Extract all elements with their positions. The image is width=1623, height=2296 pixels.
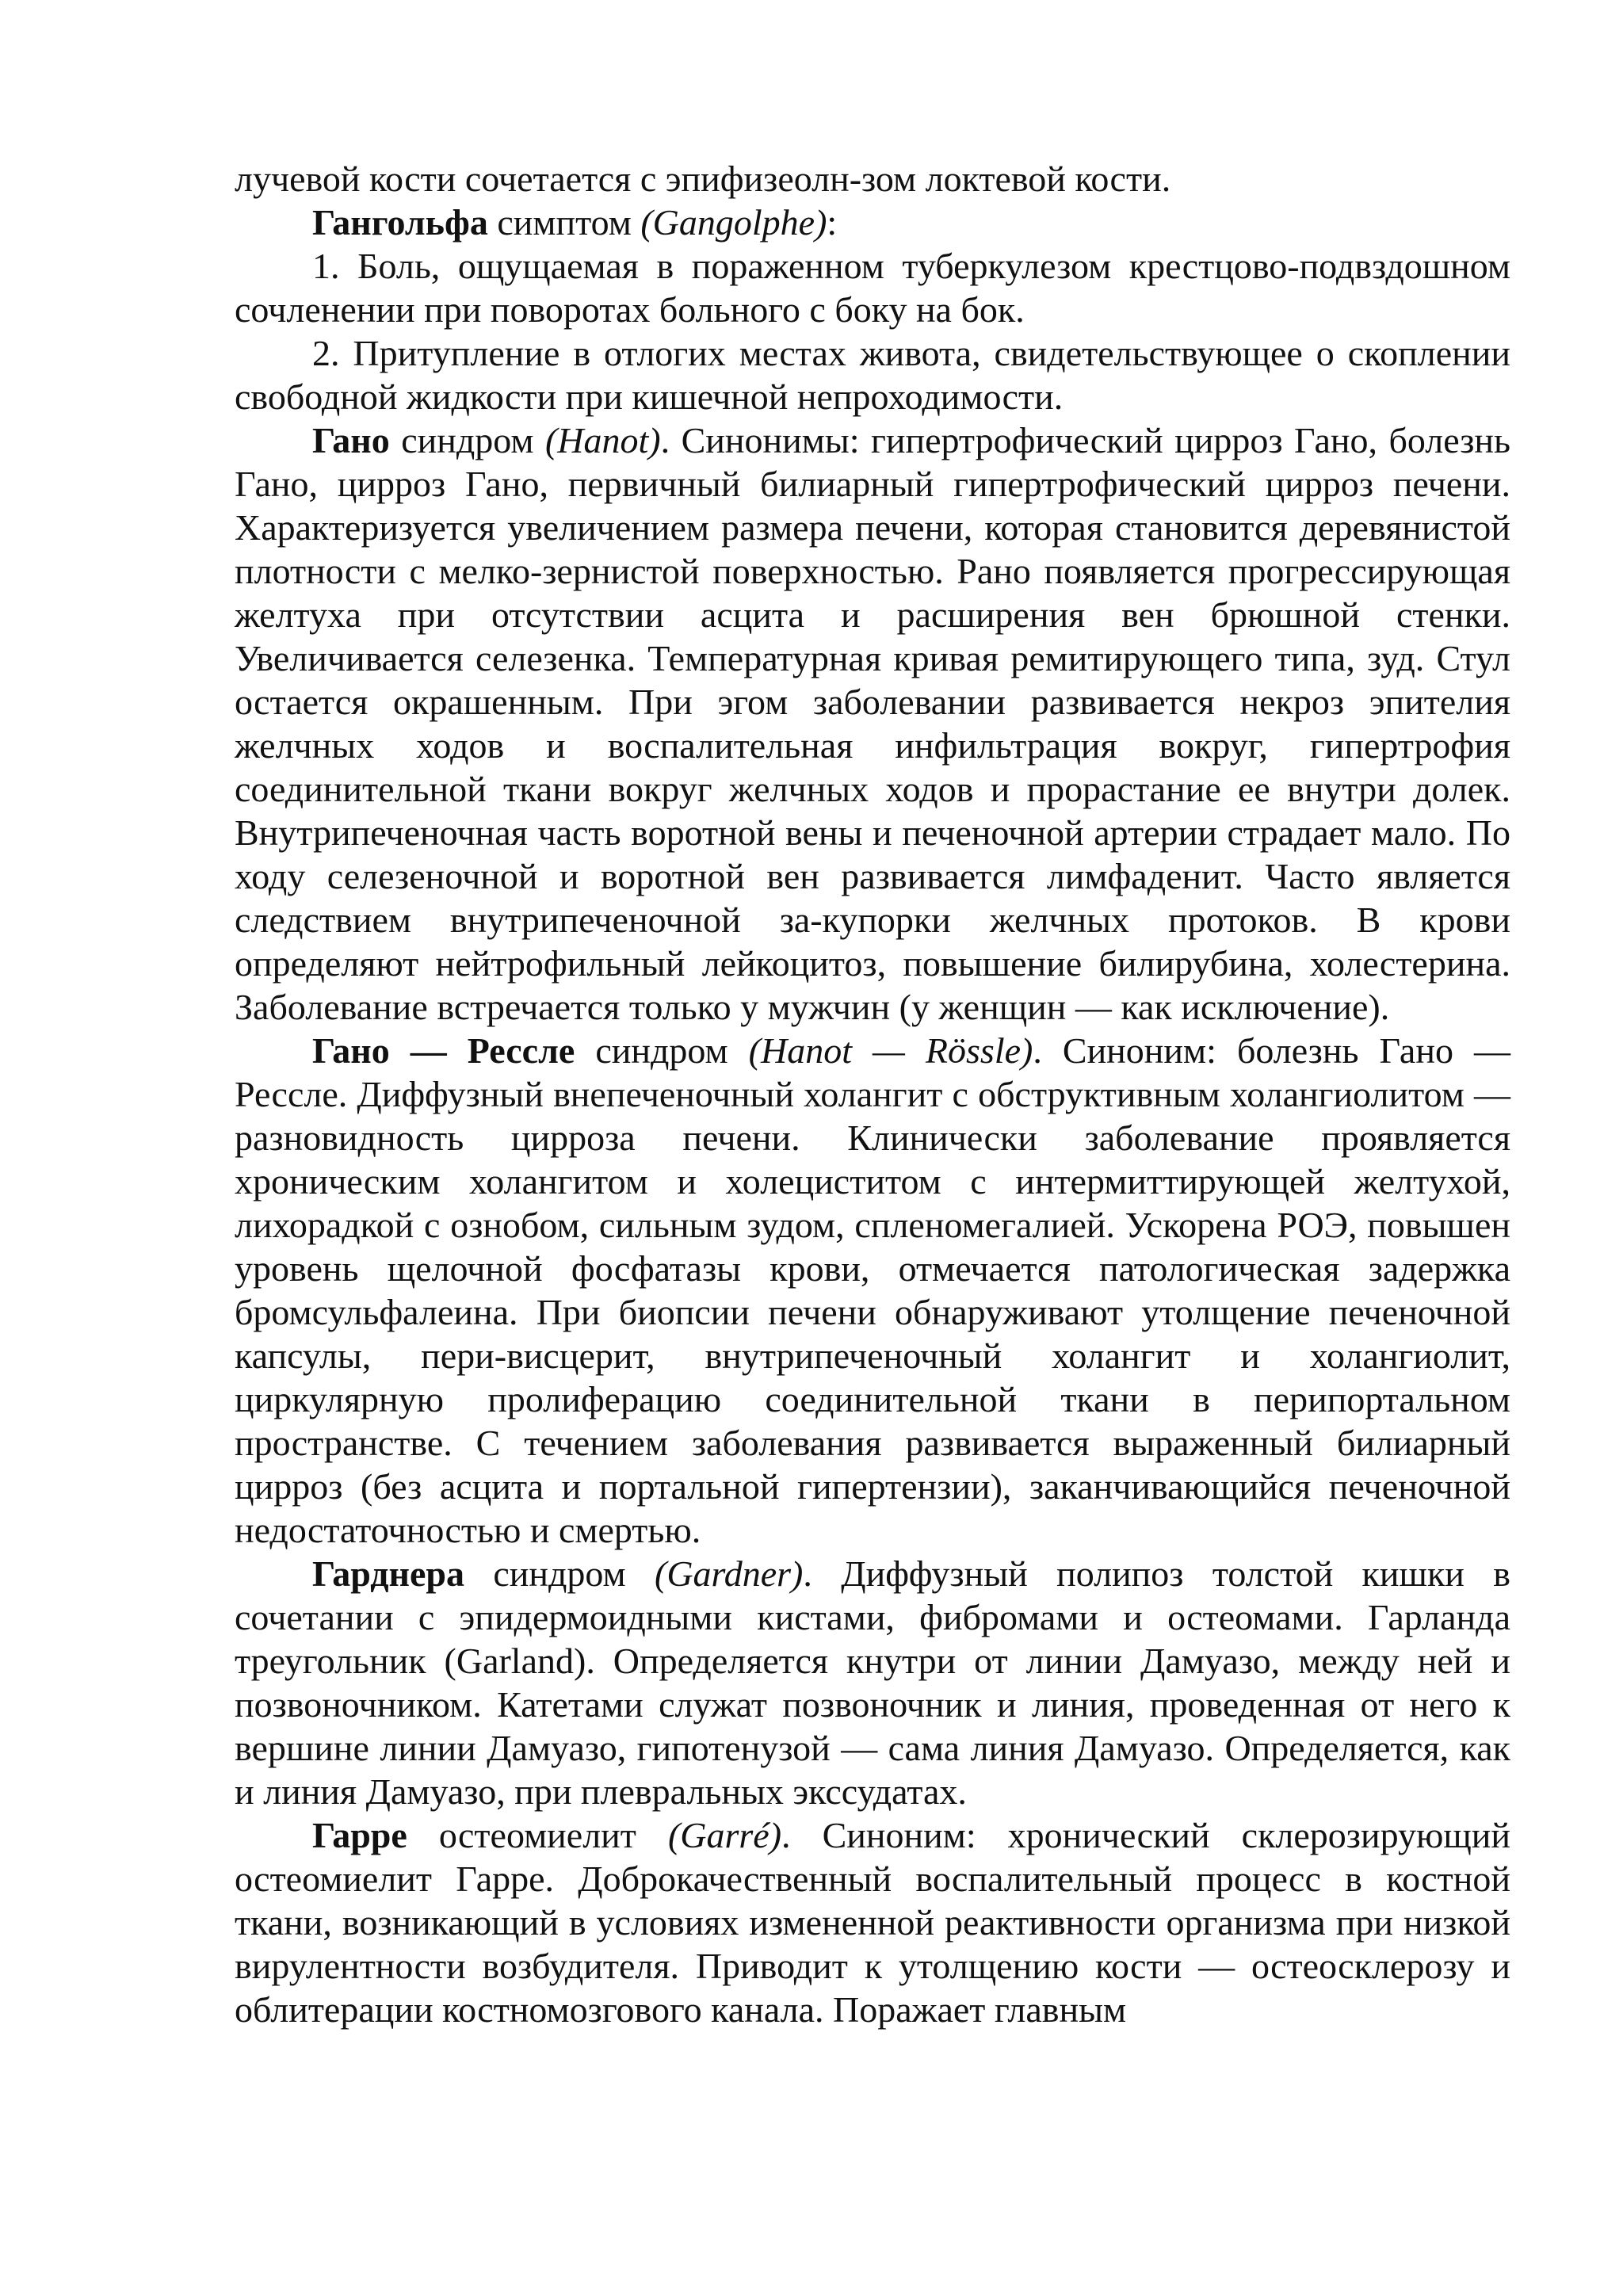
- entry-type: симптом: [487, 202, 641, 243]
- text-run: :: [827, 202, 838, 243]
- entry-latin-name: (Gangolphe): [640, 202, 827, 243]
- text-run: 2. Притупление в отлогих местах живота, свидетельствующее о скоплении свободной жидкости при кишечной непроходимости.: [235, 333, 1510, 417]
- entry-description: . Диффузный полипоз толстой кишки в сочетании с эпидермоидными кистами, фибромами и остеомами. Гарланда треугольник (Garland). Определяется кнутри от линии Дамуазо, между ней и позвоночником. Катетами служат позвоночник и линия, проведенная от него к вершине линии Дамуазо, гипотенузой — сама линия Дамуазо. Определяется, как и линия Дамуазо, при плевральных экссудатах.: [235, 1553, 1510, 1812]
- entry-term: Гано — Рессле: [312, 1030, 575, 1071]
- entry-description: . Синонимы: гипертрофический цирроз Гано, болезнь Гано, цирроз Гано, первичный билиарный гипертрофический цирроз печени. Характеризуется увеличением размера печени, которая становится деревянистой плотности с мелко-зернистой поверхностью. Рано появляется прогрессирующая желтуха при отсутствии асцита и расширения вен брюшной стенки. Увеличивается селезенка. Температурная кривая ремитирующего типа, зуд. Стул остается окрашенным. При эгом заболевании развивается некроз эпителия желчных ходов и воспалительная инфильтрация вокруг, гипертрофия соединительной ткани вокруг желчных ходов и прорастание ее внутри долек. Внутрипеченочная часть воротной вены и печеночной артерии страдает мало. По ходу селезеночной и воротной вен развивается лимфаденит. Часто является следствием внутрипеченочной за-купорки желчных протоков. В крови определяют нейтрофильный лейкоцитоз, повышение билирубина, холестерина. Заболевание встречается только у мужчин (у женщин — как исключение).: [235, 420, 1510, 1027]
- text-run: лучевой кости сочетается с эпифизеолн-зом локтевой кости.: [235, 159, 1171, 199]
- entry-type: остеомиелит: [407, 1815, 668, 1855]
- entry-type: синдром: [389, 420, 545, 460]
- text-run: 1. Боль, ощущаемая в пораженном туберкулезом крестцово-подвздошном сочленении при поворотах больного с боку на бок.: [235, 246, 1510, 330]
- entry-hanot-rossle-syndrome: [235, 1029, 1510, 1552]
- entry-latin-name: (Hanot): [544, 420, 661, 460]
- document-page-body: [235, 157, 1510, 2031]
- entry-term: Гарре: [312, 1815, 407, 1855]
- entry-type: синдром: [575, 1030, 749, 1071]
- entry-term: Гарднера: [312, 1553, 464, 1594]
- entry-latin-name: (Hanot — Rössle): [748, 1030, 1033, 1071]
- entry-latin-name: (Garré): [667, 1815, 782, 1855]
- entry-hanot-syndrome: [235, 418, 1510, 1029]
- entry-term: Гангольфа: [312, 202, 488, 243]
- entry-term: Гано: [312, 420, 390, 460]
- entry-description: . Синоним: болезнь Гано — Рессле. Диффузный внепеченочный холангит с обструктивным холангиолитом — разновидность цирроза печени. Клинически заболевание проявляется хроническим холангитом и холециститом с интермиттирующей желтухой, лихорадкой с ознобом, сильным зудом, спленомегалией. Ускорена РОЭ, повышен уровень щелочной фосфатазы крови, отмечается патологическая задержка бромсульфалеина. При биопсии печени обнаруживают утолщение печеночной капсулы, пери-висцерит, внутрипеченочный холангит и холангиолит, циркулярную пролиферацию соединительной ткани в перипортальном пространстве. С течением заболевания развивается выраженный билиарный цирроз (без асцита и портальной гипертензии), заканчивающийся печеночной недостаточностью и смертью.: [235, 1030, 1510, 1550]
- entry-latin-name: (Gardner): [655, 1553, 804, 1594]
- numbered-item-1: [235, 244, 1510, 331]
- entry-description: . Синоним: хронический склерозирующий остеомиелит Гарре. Доброкачественный воспалительный процесс в костной ткани, возникающий в условиях измененной реактивности организма при низкой вирулентности возбудителя. Приводит к утолщению кости — остеосклерозу и облитерации костномозгового канала. Поражает главным: [235, 1815, 1511, 2030]
- continuation-paragraph: [235, 157, 1510, 201]
- entry-gardner-syndrome: [235, 1552, 1510, 1813]
- entry-gangolphe-symptom: [235, 201, 1510, 244]
- numbered-item-2: [235, 331, 1510, 418]
- entry-type: синдром: [464, 1553, 655, 1594]
- entry-garre-osteomyelitis: [235, 1813, 1510, 2031]
